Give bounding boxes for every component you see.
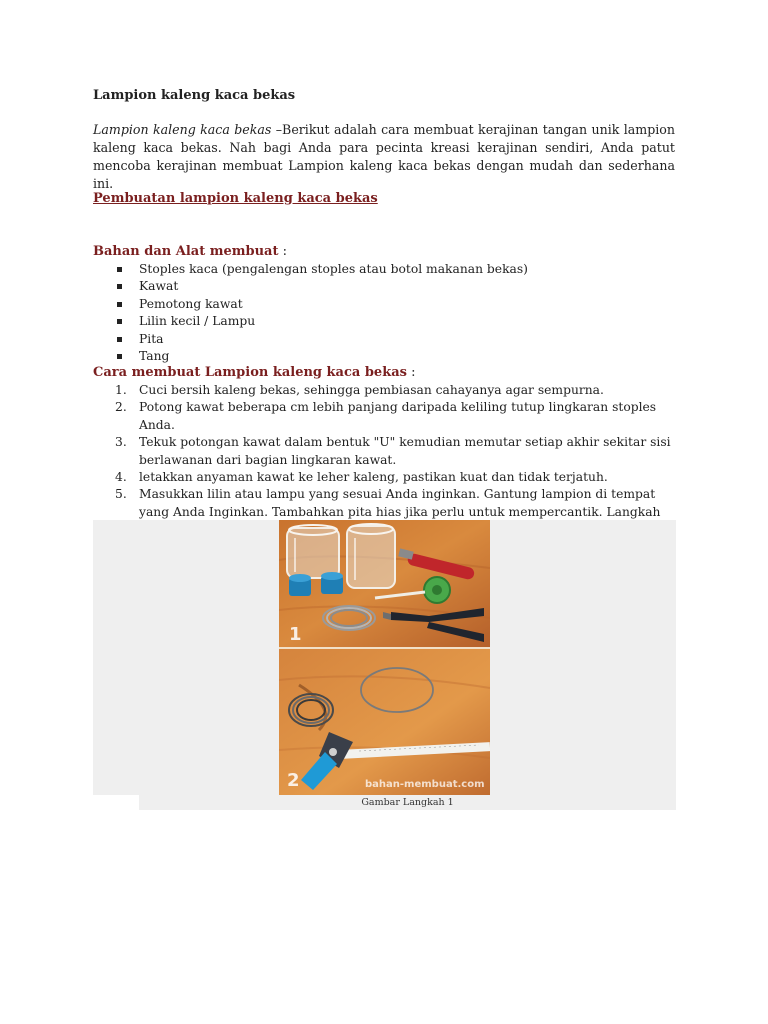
step-number: 3. (115, 435, 127, 450)
step-text: Masukkan lilin atau lampu yang sesuai Anda inginkan. Gantung lampion di tempat yang Anda Inginkan. Tambahkan pita hias jika perlu untuk mempercantik. Langkah (139, 487, 661, 519)
jar-lid-icon (321, 572, 343, 594)
step-number: 1. (115, 383, 127, 397)
step-item (115, 434, 679, 469)
list-item (139, 296, 528, 313)
steps-heading (93, 365, 415, 380)
list-item-text: Pita (139, 331, 164, 346)
list-item-text: Tang (139, 349, 170, 364)
step-photo (279, 520, 490, 795)
materials-heading-colon: : (278, 244, 288, 259)
glass-jar-icon (347, 524, 395, 588)
photo-panel-1-label: 1 (289, 624, 302, 645)
steps-list (115, 382, 679, 539)
list-item-text: Stoples kaca (pengalengan stoples atau botol makanan bekas) (139, 262, 528, 276)
step-number: 5. (115, 487, 127, 502)
list-item (139, 331, 528, 348)
step-text: Tekuk potongan kawat dalam bentuk "U" kemudian memutar setiap akhir sekitar sisi berlawanan dari bagian lingkaran kawat. (139, 435, 671, 467)
step-number: 4. (115, 470, 127, 485)
step-text: Cuci bersih kaleng bekas, sehingga pembiasan cahayanya agar sempurna. (139, 383, 604, 397)
document-title: Lampion kaleng kaca bekas (93, 88, 296, 103)
step-item (115, 469, 679, 486)
list-item (139, 278, 528, 295)
materials-list (139, 261, 528, 365)
step-text: Potong kawat beberapa cm lebih panjang daripada keliling tutup lingkaran stoples Anda. (139, 400, 657, 432)
intro-italic-lead: Lampion kaleng kaca bekas (93, 122, 272, 137)
step-number: 2. (115, 400, 127, 415)
list-item-text: Lilin kecil / Lampu (139, 314, 256, 329)
list-item (139, 348, 528, 365)
bullet-square-icon (117, 319, 122, 324)
figure-caption: Gambar Langkah 1 (361, 797, 454, 808)
bullet-square-icon (117, 267, 122, 272)
list-item-text: Kawat (139, 279, 179, 294)
materials-heading (93, 244, 287, 259)
bullet-square-icon (117, 302, 122, 307)
step-item (115, 399, 679, 434)
bullet-square-icon (117, 337, 122, 342)
bullet-square-icon (117, 354, 122, 359)
list-item-text: Pemotong kawat (139, 296, 243, 311)
photo-watermark: bahan-membuat.com (365, 779, 485, 790)
photo-panel-1 (279, 520, 490, 647)
step-item (115, 382, 679, 399)
steps-heading-text: Cara membuat Lampion kaleng kaca bekas (93, 365, 407, 380)
section-heading-link[interactable]: Pembuatan lampion kaleng kaca bekas (93, 191, 378, 206)
jar-lid-icon (289, 574, 311, 596)
step-text: letakkan anyaman kawat ke leher kaleng, pastikan kuat dan tidak terjatuh. (139, 470, 608, 485)
photo-panel-2-label: 2 (287, 770, 300, 791)
intro-paragraph (93, 121, 675, 193)
list-item (139, 313, 528, 330)
bullet-square-icon (117, 284, 122, 289)
list-item (139, 261, 528, 278)
photo-panel-2 (279, 649, 490, 795)
materials-heading-text: Bahan dan Alat membuat (93, 244, 279, 259)
glass-jar-icon (287, 525, 339, 578)
steps-heading-colon: : (406, 365, 416, 380)
intro-text: –Berikut adalah cara membuat kerajinan tangan unik lampion kaleng kaca bekas. Nah bagi Anda para pecinta kreasi kerajinan sendiri, Anda patut mencoba kerajinan membuat Lampion kaleng kaca bekas dengan mudah dan sederhana ini. (93, 122, 675, 191)
